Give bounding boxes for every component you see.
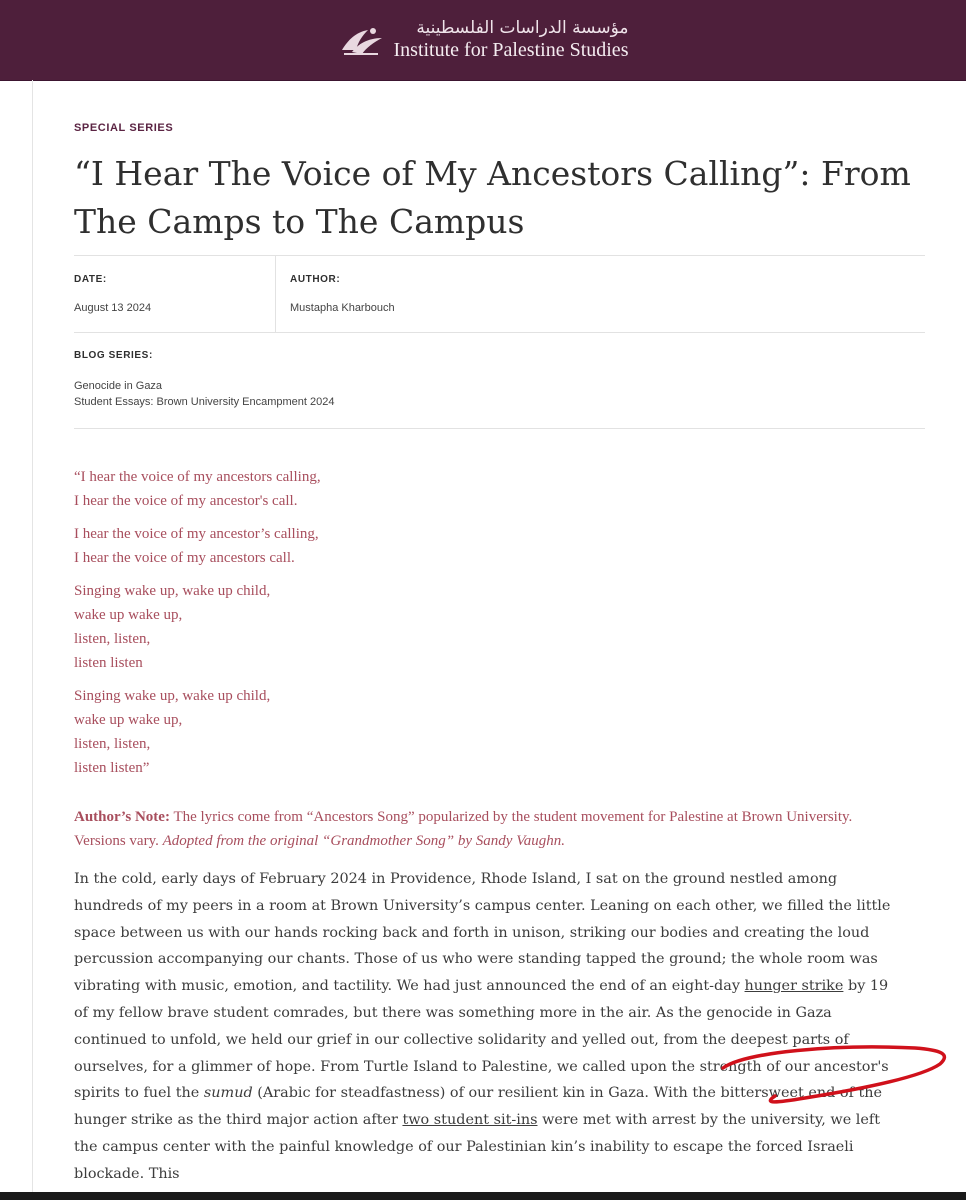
poem-stanza bbox=[74, 684, 894, 780]
poem-line: listen listen” bbox=[74, 760, 150, 776]
date-value: August 13 2024 bbox=[74, 302, 152, 314]
body-text: were met with arrest by the university, we left the campus center with the painful knowledge of our Palestinian kin’s inability to escape the forced Israeli blockade. This bbox=[74, 1112, 881, 1182]
article-container bbox=[32, 80, 925, 1192]
series-link-brown-encampment[interactable]: Student Essays: Brown University Encampment 2024 bbox=[74, 396, 335, 408]
special-series-label[interactable]: SPECIAL SERIES bbox=[74, 122, 174, 134]
body-text: (Arabic for steadfastness) of our resilient kin in Gaza. With the bittersweet end of the hunger strike as the third major action after bbox=[74, 1085, 883, 1129]
poem-epigraph bbox=[74, 465, 894, 789]
site-logo[interactable] bbox=[338, 20, 629, 60]
note-text: The lyrics come from “Ancestors Song” popularized by the student movement for Palestine at Brown University. Versions vary. bbox=[74, 809, 853, 849]
poem-line: Singing wake up, wake up child, bbox=[74, 583, 271, 599]
poem-line: listen, listen, bbox=[74, 736, 151, 752]
poem-stanza bbox=[74, 579, 894, 675]
poem-line: wake up wake up, bbox=[74, 607, 183, 623]
blog-series-block bbox=[74, 332, 925, 429]
poem-line: “I hear the voice of my ancestors calling, bbox=[74, 469, 321, 485]
body-text: by 19 of my fellow brave student comrades, but there was something more in the air. As the genocide in Gaza continued to unfold, we held our grief in our collective solidarity and yelled out, from the deepest parts of ourselves, for a glimmer of hope. From Turtle Island to Palestine, we called upon the strength of our ancestor's spirits to fuel the bbox=[74, 978, 889, 1102]
author-block bbox=[275, 256, 916, 332]
poem-line: Singing wake up, wake up child, bbox=[74, 688, 271, 704]
author-value[interactable]: Mustapha Kharbouch bbox=[290, 302, 395, 314]
article-body bbox=[74, 866, 904, 1188]
note-label: Author’s Note: bbox=[74, 809, 170, 825]
date-label: DATE: bbox=[74, 274, 107, 285]
article-title: “I Hear The Voice of My Ancestors Calling”: From The Camps to The Campus bbox=[74, 154, 911, 241]
poem-line: wake up wake up, bbox=[74, 712, 183, 728]
site-header bbox=[0, 0, 966, 81]
sumud-term: sumud bbox=[203, 1085, 253, 1102]
note-attribution: Adopted from the original “Grandmother Song” by Sandy Vaughn. bbox=[162, 833, 565, 849]
ips-bird-logo-icon bbox=[338, 20, 386, 60]
bottom-edge bbox=[0, 1192, 966, 1200]
hunger-strike-link[interactable]: hunger strike bbox=[744, 978, 844, 995]
poem-stanza bbox=[74, 465, 894, 513]
series-link-genocide-in-gaza[interactable]: Genocide in Gaza bbox=[74, 380, 163, 392]
poem-line: I hear the voice of my ancestors call. bbox=[74, 550, 295, 566]
poem-line: I hear the voice of my ancestor’s calling, bbox=[74, 526, 319, 542]
blog-series-label: BLOG SERIES: bbox=[74, 350, 153, 361]
authors-note bbox=[74, 805, 894, 853]
poem-line: I hear the voice of my ancestor's call. bbox=[74, 493, 298, 509]
english-site-name: Institute for Palestine Studies bbox=[393, 39, 629, 61]
student-sit-ins-link[interactable]: two student sit-ins bbox=[402, 1112, 538, 1129]
author-label: AUTHOR: bbox=[290, 274, 341, 285]
article-meta bbox=[74, 255, 925, 333]
arabic-site-name: مؤسسة الدراسات الفلسطينية bbox=[416, 18, 629, 38]
body-text: In the cold, early days of February 2024 in Providence, Rhode Island, I sat on the ground nestled among hundreds of my peers in a room at Brown University’s campus center. Leaning on each other, we filled the little space between us with our hands rocking back and forth in unison, striking our bodies and creating the loud percussion accompanying our chants. Those of us who were standing tapped the ground; the whole room was vibrating with music, emotion, and tactility. We had just announced the end of an eight-day bbox=[74, 871, 891, 995]
poem-line: listen, listen, bbox=[74, 631, 151, 647]
date-block bbox=[74, 256, 274, 332]
poem-line: listen listen bbox=[74, 655, 143, 671]
poem-stanza bbox=[74, 522, 894, 570]
